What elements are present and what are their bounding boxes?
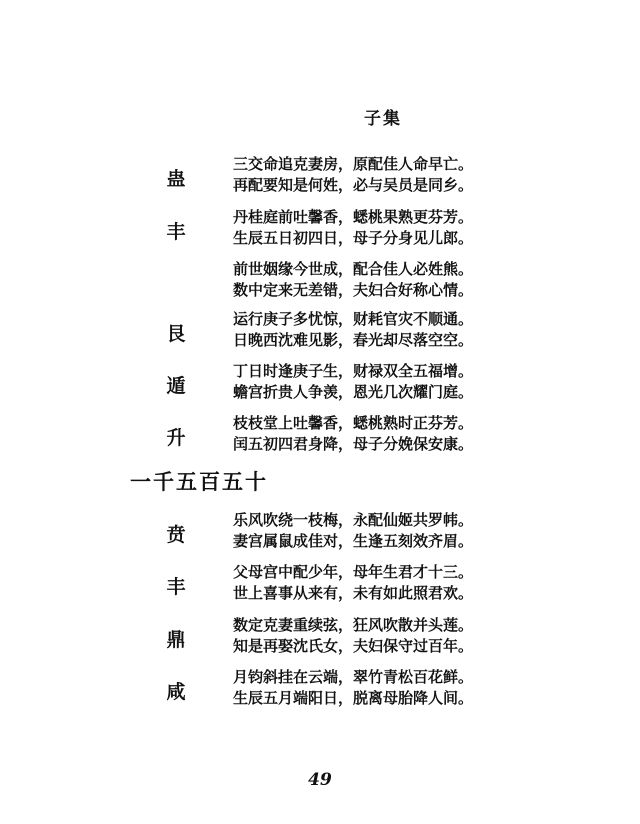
page-number: 49 [308, 770, 332, 790]
verse-line: 妻宫属鼠成佳对，生逢五刻效齐眉。 [233, 532, 474, 550]
verse-line: 生辰五月端阳日，脱离母胎降人间。 [233, 689, 474, 707]
verse [233, 259, 473, 301]
hexagram-name: 丰 [166, 221, 186, 243]
verse-line: 数定克妻重续弦，狂风吹散并头莲。 [233, 616, 474, 634]
hexagram-name: 升 [166, 427, 186, 449]
verse-line: 运行庚子多忧惊，财耗官灾不顺通。 [233, 310, 474, 328]
verse [233, 413, 473, 455]
verse [233, 510, 473, 552]
hexagram-name: 蛊 [166, 168, 186, 190]
verse-line: 月钧斜挂在云端，翠竹青松百花鲜。 [233, 668, 474, 686]
hexagram-name: 咸 [166, 681, 186, 703]
entry [0, 361, 640, 407]
entry [0, 413, 640, 459]
verse [233, 667, 473, 709]
verse [233, 361, 473, 403]
verse-line: 丁日时逢庚子生，财禄双全五福增。 [233, 362, 474, 380]
verse [233, 615, 473, 657]
hexagram-name: 鼎 [166, 629, 186, 651]
entry [0, 309, 640, 355]
hexagram-name: 贲 [166, 524, 186, 546]
verse-line: 三交命追克妻房，原配佳人命早亡。 [233, 155, 474, 173]
entry [0, 667, 640, 713]
hexagram-name: 遁 [166, 375, 186, 397]
verse-line: 乐风吹绕一枝梅，永配仙姬共罗帏。 [233, 511, 474, 529]
entry [0, 562, 640, 608]
entry [0, 154, 640, 200]
entry [0, 615, 640, 661]
entry [0, 207, 640, 253]
verse-line: 知是再娶沈氏女，夫妇保守过百年。 [233, 637, 474, 655]
entry [0, 510, 640, 556]
verse-line: 枝枝堂上吐馨香，蟋桃熟时正芬芳。 [233, 414, 474, 432]
verse-line: 日晚西沈难见影，春光却尽落空空。 [233, 331, 474, 349]
verse [233, 154, 473, 196]
hexagram-name: 艮 [166, 323, 186, 345]
verse [233, 562, 473, 604]
verse-line: 生辰五日初四日，母子分身见儿郎。 [233, 229, 474, 247]
verse-line: 前世姻缘今世成，配合佳人必姓熊。 [233, 260, 474, 278]
verse-line: 数中定来无差错，夫妇合好称心情。 [233, 281, 474, 299]
verse [233, 309, 473, 351]
section-title: 一千五百五十 [130, 469, 268, 494]
verse-line: 丹桂庭前吐馨香，蟋桃果熟更芬芳。 [233, 208, 474, 226]
entry [0, 259, 640, 305]
verse [233, 207, 473, 249]
verse-line: 蟾宫折贵人争羡，恩光几次耀门庭。 [233, 383, 474, 401]
page-header: 子集 [364, 109, 402, 129]
verse-line: 再配要知是何姓，必与吴员是同乡。 [233, 176, 474, 194]
verse-line: 父母宫中配少年，母年生君才十三。 [233, 563, 474, 581]
verse-line: 世上喜事从来有，未有如此照君欢。 [233, 584, 474, 602]
hexagram-name: 丰 [166, 576, 186, 598]
verse-line: 闰五初四君身降，母子分娩保安康。 [233, 435, 474, 453]
